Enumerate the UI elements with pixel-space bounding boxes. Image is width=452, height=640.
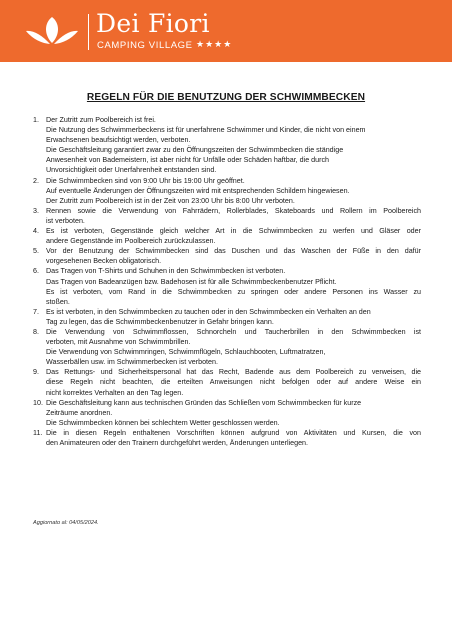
- rule-item: [33, 246, 421, 266]
- rule-number: 11.: [33, 428, 43, 437]
- rating-stars: ★★★★: [196, 40, 233, 50]
- rule-number: 5.: [33, 247, 39, 256]
- rule-text-line: Das Rettungs- und Sicherheitspersonal hat das Recht, Badende aus dem Poolbereich zu verweisen, die: [46, 368, 421, 377]
- rule-text-line: Die Schwimmbecken sind von 9:00 Uhr bis 19:00 Uhr geöffnet.: [46, 176, 245, 185]
- rule-text-line: Die Geschäftsleitung kann aus technischen Gründen das Schließen vom Schwimmbecken für kurze: [46, 398, 362, 407]
- rule-item: [33, 226, 421, 246]
- rule-item: [33, 115, 421, 176]
- rule-text-line: Es ist verboten, in den Schwimmbecken zu tauchen oder in den Schwimmbecken ein Verhalten an den: [46, 307, 371, 316]
- rule-text-line: Der Zutritt zum Poolbereich ist in der Zeit von 23:00 Uhr bis 8:00 Uhr verboten.: [46, 196, 295, 205]
- rule-text-line: Das Tragen von Badeanzügen bzw. Badehosen ist für alle Schwimmbeckenbenutzer Pflicht.: [46, 277, 337, 286]
- rule-item: [33, 398, 421, 428]
- rule-number: 8.: [33, 327, 39, 336]
- rule-number: 7.: [33, 307, 39, 316]
- rule-text-line: andere Gegenstände im Poolbereich zurückzulassen.: [46, 237, 216, 246]
- rule-text-line: Der Zutritt zum Poolbereich ist frei.: [46, 116, 156, 124]
- rule-text-line: Es ist verboten, Gegenstände gleich welcher Art in die Schwimmbecken zu werfen und Gläser oder: [46, 227, 421, 236]
- rule-text-line: Auf eventuelle Änderungen der Öffnungszeiten wird mit entsprechenden Schildern hingewiesen.: [46, 186, 350, 195]
- rule-number: 4.: [33, 227, 39, 236]
- rule-text-line: Rennen sowie die Verwendung von Fahrrädern, Rollerblades, Skateboards und Rollern im Poolbereich: [46, 206, 421, 215]
- brand-subtitle: CAMPING VILLAGE: [97, 40, 193, 51]
- rule-text-line: Das Tragen von T-Shirts und Schuhen in den Schwimmbecken ist verboten.: [46, 267, 286, 276]
- rule-item: [33, 176, 421, 206]
- rule-number: 6.: [33, 267, 39, 276]
- rule-text-line: Die Geschäftsleitung garantiert zwar zu den Öffnungszeiten der Schwimmbecken die ständige: [46, 146, 344, 155]
- rule-item: [33, 206, 421, 226]
- rule-text-line: stoßen.: [46, 297, 70, 306]
- rule-text-line: Die Nutzung des Schwimmerbeckens ist für unerfahrene Schwimmer und Kinder, die nicht von einem: [46, 126, 366, 135]
- rule-item: [33, 367, 421, 397]
- rule-number: 9.: [33, 368, 39, 377]
- rule-text-line: Die Verwendung von Schwimmringen, Schwimmflügeln, Schlauchbooten, Luftmatratzen,: [46, 348, 326, 357]
- rule-item: [33, 266, 421, 306]
- flower-logo-icon: [24, 13, 80, 49]
- rule-text-line: nicht korrektes Verhalten an den Tag legen.: [46, 388, 184, 397]
- brand-name: Dei Fiori: [96, 9, 210, 38]
- rule-item: [33, 307, 421, 327]
- page-title: REGELN FÜR DIE BENUTZUNG DER SCHWIMMBECKEN: [86, 92, 366, 103]
- rule-text-line: verboten, mit Ausnahme von Schwimmbrillen.: [46, 338, 191, 347]
- rule-item: [33, 428, 421, 448]
- rule-number: 1.: [33, 116, 39, 124]
- rule-number: 2.: [33, 176, 39, 185]
- rule-text-line: Zeiträume anordnen.: [46, 408, 113, 417]
- updated-date: Aggiornato al: 04/05/2024.: [33, 520, 99, 526]
- header-banner: [0, 0, 452, 62]
- rule-text-line: Erwachsenen beaufsichtigt werden, verboten.: [46, 136, 191, 145]
- rules-list: [33, 115, 421, 448]
- rule-text-line: vorgesehenen Becken obligatorisch.: [46, 257, 162, 266]
- rule-text-line: Die Verwendung von Schwimmflossen, Schnorcheln und Taucherbrillen in den Schwimmbecken ist: [46, 327, 421, 336]
- rule-text-line: Es ist verboten, vom Rand in die Schwimmbecken zu springen oder andere Personen ins Wasser zu: [46, 287, 421, 296]
- rule-number: 3.: [33, 206, 39, 215]
- logo-divider: [88, 14, 89, 50]
- rule-item: [33, 327, 421, 367]
- rule-text-line: Die Schwimmbecken können bei schlechtem Wetter geschlossen werden.: [46, 418, 280, 427]
- rule-text-line: diese Regeln nicht beachten, die erteilten Anweisungen nicht befolgen oder auf andere Weise ein: [46, 378, 421, 387]
- rule-text-line: Wasserbällen usw. im Schwimmerbecken ist verboten.: [46, 358, 218, 367]
- rule-text-line: den Animateuren oder den Trainern durchgeführt werden, Änderungen unterliegen.: [46, 439, 309, 447]
- rule-text-line: Anwesenheit von Bademeistern, ist aber nicht für Unfälle oder Schäden haftbar, die durch: [46, 156, 330, 165]
- rule-number: 10.: [33, 398, 43, 407]
- rule-text-line: ist verboten.: [46, 216, 85, 225]
- rule-text-line: Vor der Benutzung der Schwimmbecken sind das Duschen und das Waschen der Füße in den dafür: [46, 247, 421, 256]
- rule-text-line: Die in diesen Regeln enthaltenen Vorschriften können aufgrund von Aktivitäten und Kursen, die von: [46, 428, 421, 437]
- rule-text-line: Unvorsichtigkeit oder Unerfahrenheit entstanden sind.: [46, 166, 217, 175]
- rule-text-line: Tag zu legen, das die Schwimmbeckenbenutzer in Gefahr bringen kann.: [46, 317, 274, 326]
